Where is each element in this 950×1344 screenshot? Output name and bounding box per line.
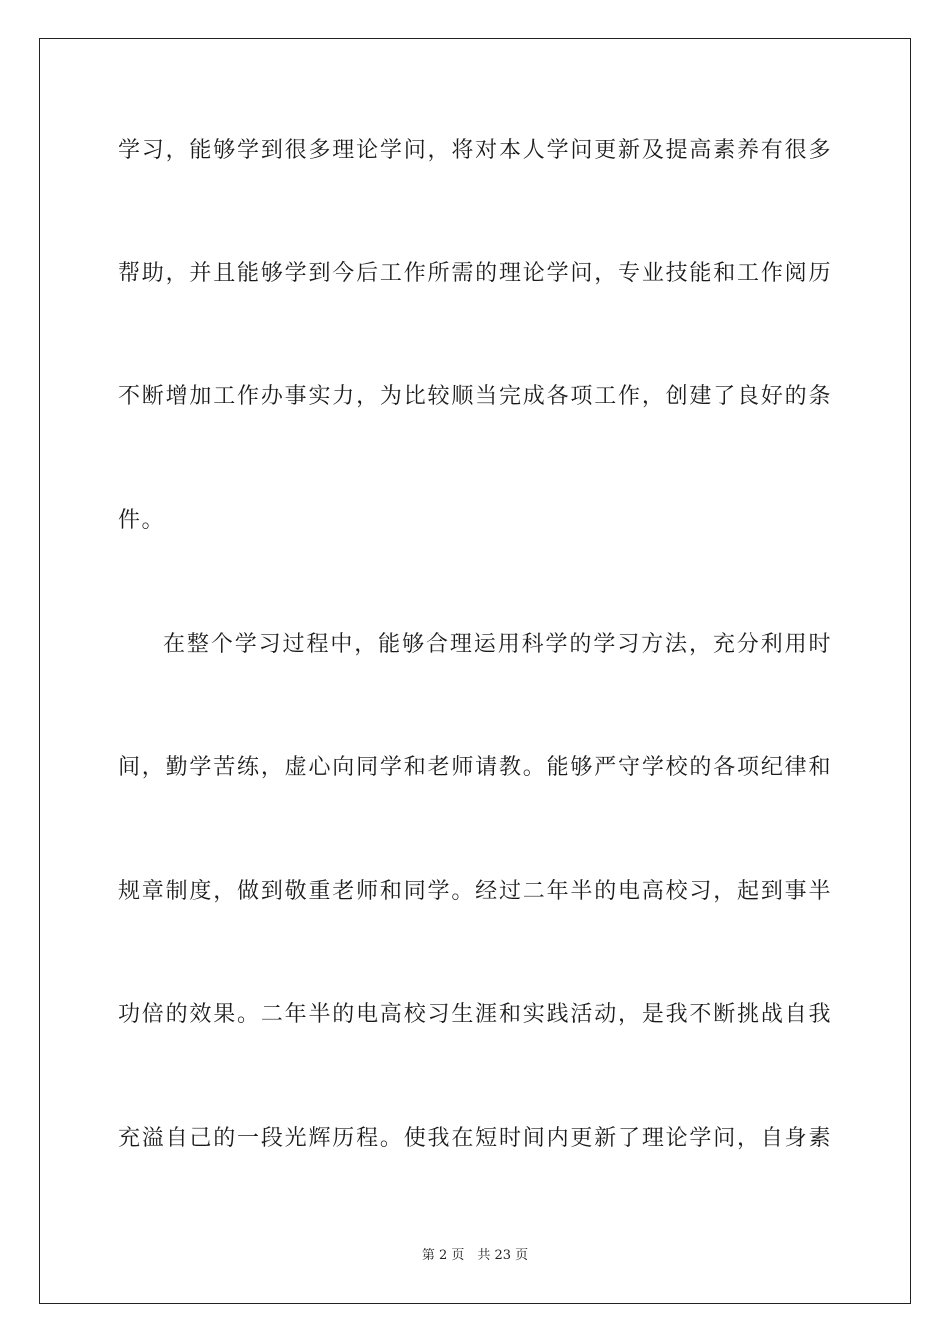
page-border <box>39 38 911 1304</box>
text-line: 件。 <box>118 508 166 533</box>
text-line: 不断增加工作办事实力，为比较顺当完成各项工作，创建了良好的条 <box>118 384 832 409</box>
paragraph-first-line: 在整个学习过程中，能够合理运用科学的学习方法，充分利用时 <box>163 632 832 657</box>
text-line: 充溢自己的一段光辉历程。使我在短时间内更新了理论学问，自身素 <box>118 1126 832 1151</box>
text-line: 帮助，并且能够学到今后工作所需的理论学问，专业技能和工作阅历 <box>118 261 832 286</box>
text-line: 规章制度，做到敬重老师和同学。经过二年半的电高校习，起到事半 <box>118 879 832 904</box>
text-line: 间，勤学苦练，虚心向同学和老师请教。能够严守学校的各项纪律和 <box>118 755 832 780</box>
text-line: 功倍的效果。二年半的电高校习生涯和实践活动，是我不断挑战自我 <box>118 1002 832 1027</box>
page-number-footer: 第 2 页 共 23 页 <box>421 1248 529 1263</box>
text-line: 学习，能够学到很多理论学问，将对本人学问更新及提高素养有很多 <box>118 138 832 163</box>
